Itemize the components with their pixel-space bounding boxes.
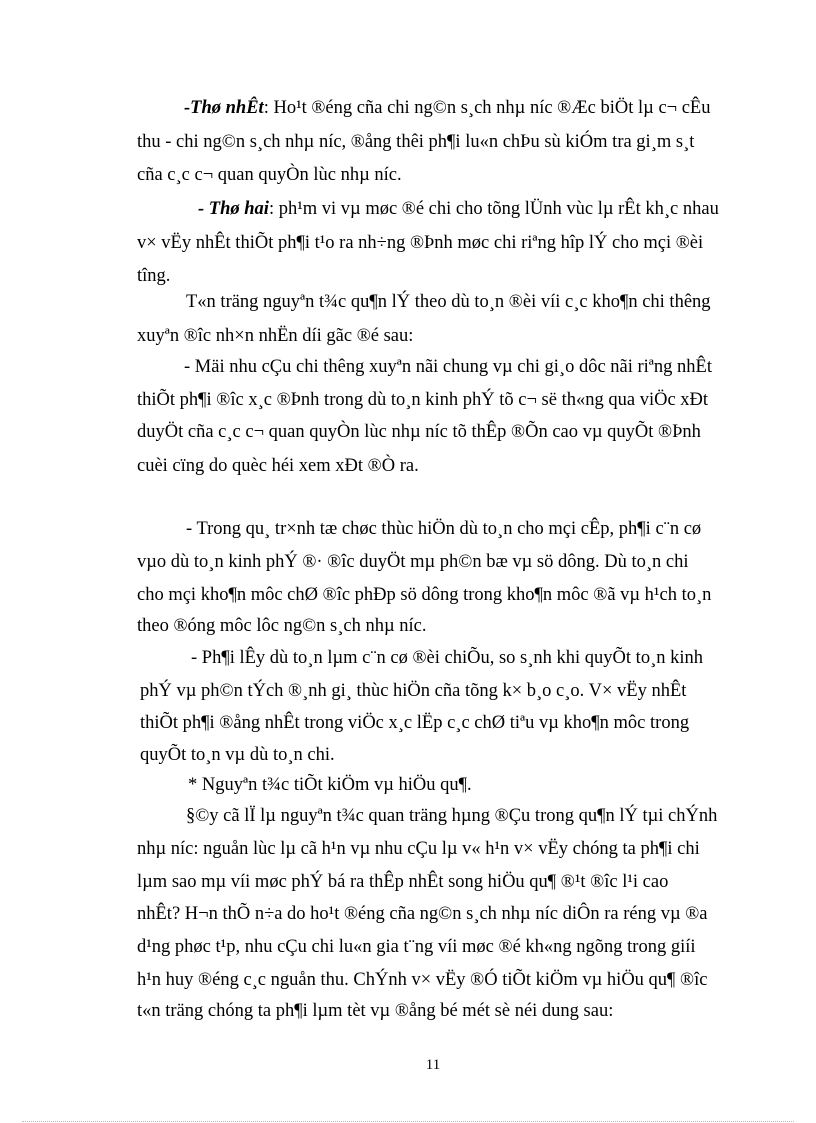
text-line: * Nguyªn t¾c tiÕt kiÖm vµ hiÖu qu¶. bbox=[188, 775, 472, 795]
text-line: - Trong qu¸ tr×nh tæ chøc thùc hiÖn dù to¸n cho mçi cÊp, ph¶i c¨n cø bbox=[186, 519, 702, 539]
text-line: d¹ng phøc t¹p, nhu cÇu chi lu«n gia t¨ng víi møc ®é kh«ng ngõng trong giíi bbox=[137, 937, 696, 957]
page-number: 11 bbox=[425, 1057, 441, 1073]
text-line: theo ®óng môc lôc ng©n s¸ch nhµ níc. bbox=[137, 616, 427, 636]
text-line: quyÕt to¸n vµ dù to¸n chi. bbox=[140, 745, 335, 765]
text-line: §©y cã lÏ lµ nguyªn t¾c quan träng hµng ®Çu trong qu¶n lÝ tµi chÝnh bbox=[186, 806, 718, 826]
text-line: nhÊt? H¬n thÕ n÷a do ho¹t ®éng cña ng©n s¸ch nhµ níc diÔn ra réng vµ ®a bbox=[137, 904, 708, 924]
text-line: thu - chi ng©n s¸ch nhµ níc, ®ång thêi ph¶i lu«n chÞu sù kiÓm tra gi¸m s¸t bbox=[137, 132, 695, 152]
text-line: phÝ vµ ph©n tÝch ®¸nh gi¸ thùc hiÖn cña tõng k× b¸o c¸o. V× vËy nhÊt bbox=[140, 681, 687, 701]
text-line: cña c¸c c¬ quan quyÒn lùc nhµ níc. bbox=[137, 165, 402, 185]
text-line: cho mçi kho¶n môc chØ ®îc phÐp sö dông trong kho¶n môc ®ã vµ h¹ch to¸n bbox=[137, 585, 712, 605]
text-line: cuèi cïng do quèc héi xem xÐt ®Ò ra. bbox=[137, 456, 419, 476]
text-line: xuyªn ®îc nh×n nhËn díi gãc ®é sau: bbox=[137, 326, 414, 346]
text-line: -Thø nhÊt: Ho¹t ®éng cña chi ng©n s¸ch nhµ níc ®Æc biÖt lµ c¬ cÊu bbox=[184, 98, 711, 118]
heading-second: - Thø hai bbox=[198, 199, 269, 219]
page-divider bbox=[22, 1121, 794, 1122]
text-line: h¹n huy ®éng c¸c nguån thu. ChÝnh v× vËy ®Ó tiÕt kiÖm vµ hiÖu qu¶ ®îc bbox=[137, 970, 708, 990]
text-line: v× vËy nhÊt thiÕt ph¶i t¹o ra nh÷ng ®Þnh møc chi riªng hîp lÝ cho mçi ®èi bbox=[137, 233, 704, 253]
text-line: vµo dù to¸n kinh phÝ ®· ®îc duyÖt mµ ph©n bæ vµ sö dông. Dù to¸n chi bbox=[137, 552, 689, 572]
text-line: duyÖt cña c¸c c¬ quan quyÒn lùc nhµ níc tõ thÊp ®Õn cao vµ quyÕt ®Þnh bbox=[137, 422, 701, 442]
text-line: t«n träng chóng ta ph¶i lµm tèt vµ ®ång bé mét sè néi dung sau: bbox=[137, 1001, 614, 1021]
text-line: - Thø hai: ph¹m vi vµ møc ®é chi cho tõng lÜnh vùc lµ rÊt kh¸c nhau bbox=[198, 199, 719, 219]
text-line: - Ph¶i lÊy dù to¸n lµm c¨n cø ®èi chiÕu, so s¸nh khi quyÕt to¸n kinh bbox=[191, 648, 703, 668]
text-line: T«n träng nguyªn t¾c qu¶n lÝ theo dù to¸n ®èi víi c¸c kho¶n chi thêng bbox=[186, 292, 711, 312]
text-line: - Mäi nhu cÇu chi thêng xuyªn nãi chung vµ chi gi¸o dôc nãi riªng nhÊt bbox=[184, 357, 712, 377]
text-line: lµm sao mµ víi møc phÝ bá ra thÊp nhÊt song hiÖu qu¶ ®¹t ®îc l¹i cao bbox=[137, 872, 669, 892]
heading-first: -Thø nhÊt bbox=[184, 98, 264, 118]
text-line: thiÕt ph¶i ®îc x¸c ®Þnh trong dù to¸n kinh phÝ tõ c¬ së th«ng qua viÖc xÐt bbox=[137, 390, 709, 410]
text-line: tîng. bbox=[137, 266, 171, 286]
text-line: nhµ níc: nguån lùc lµ cã h¹n vµ nhu cÇu lµ v« h¹n v× vËy chóng ta ph¶i chi bbox=[137, 839, 700, 859]
text-line: thiÕt ph¶i ®ång nhÊt trong viÖc x¸c lËp c¸c chØ tiªu vµ kho¶n môc trong bbox=[140, 713, 690, 733]
